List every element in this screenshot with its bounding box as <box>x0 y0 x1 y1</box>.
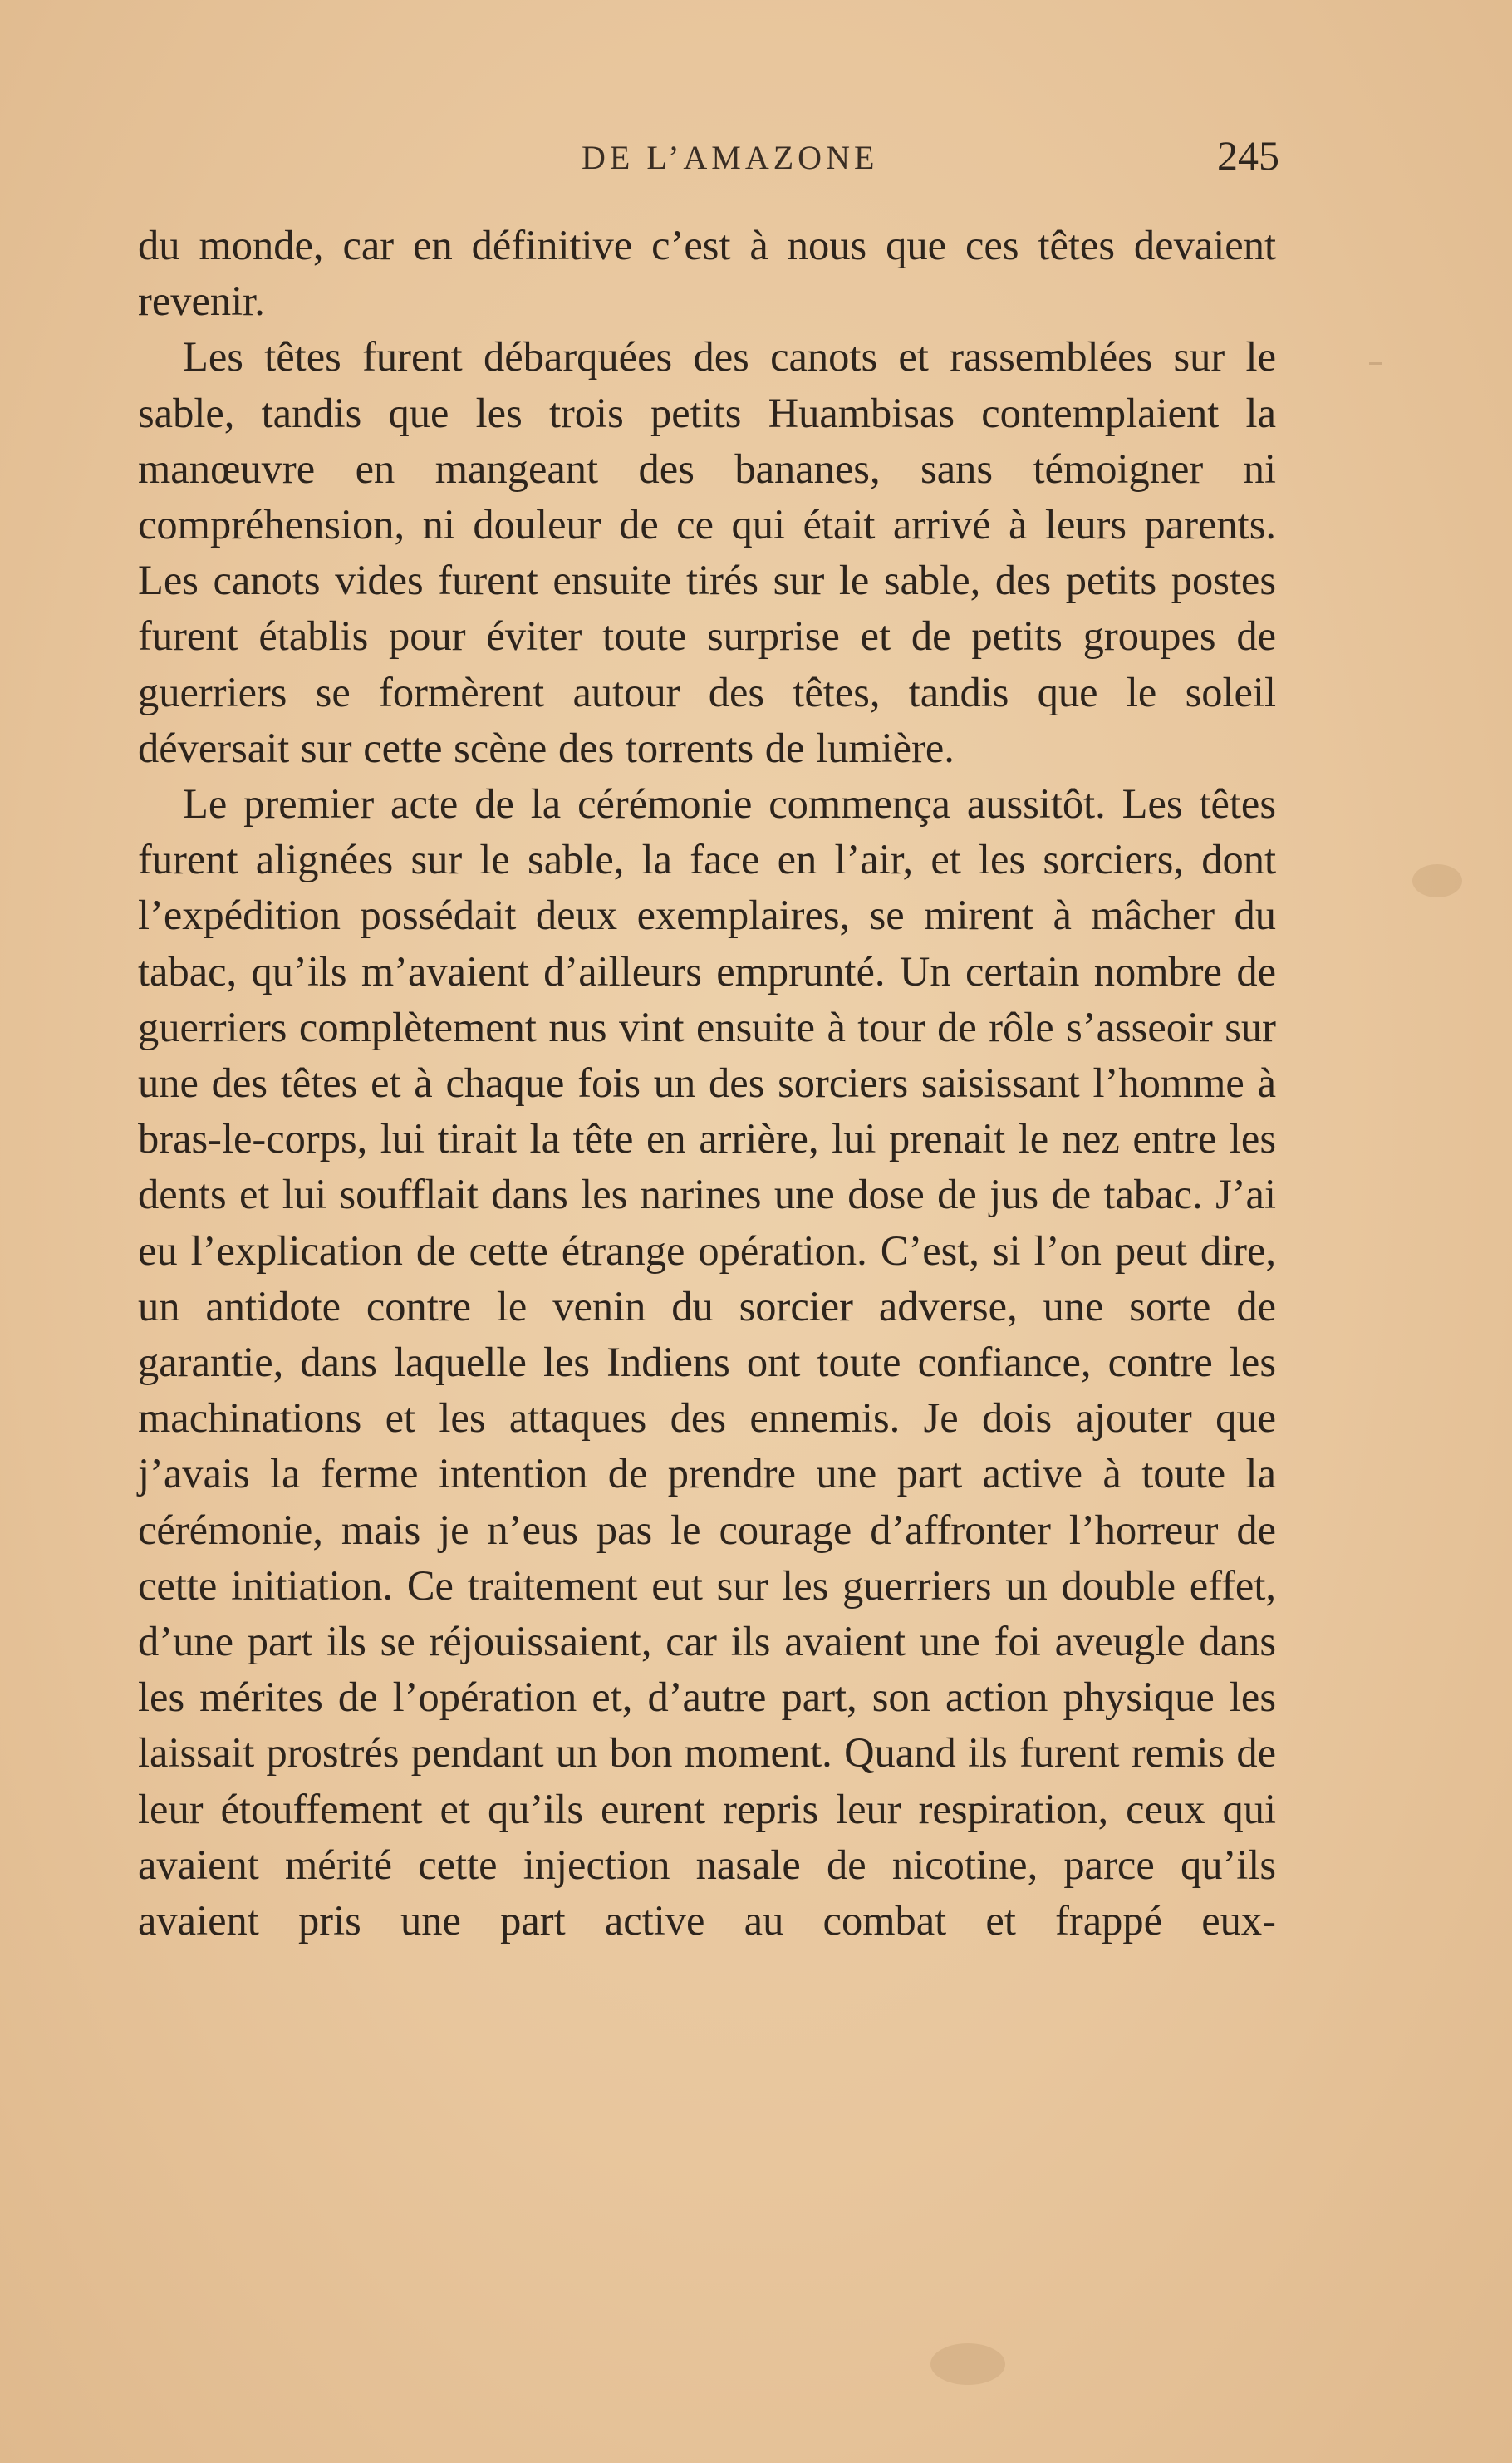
paragraph-continuation: du monde, car en définitive c’est à nous que ces têtes devaient revenir. <box>138 222 1276 325</box>
paragraph: Le premier acte de la cérémonie commença aussitôt. Les têtes furent alignées sur le sable, la face en l’air, et les sorciers, dont l’expédition possédait deux exemplaires, se mirent à mâcher du tabac, qu’ils m’avaient d’ailleurs emprunté. Un certain nombre de guerriers complètement nus vint ensuite à tour de rôle s’asseoir sur une des têtes et à chaque fois un des sorciers saisissant l’homme à bras-le-corps, lui tirait la tête en arrière, lui prenait le nez entre les dents et lui soufflait dans les narines une dose de jus de tabac. J’ai eu l’explication de cette étrange opération. C’est, si l’on peut dire, un antidote contre le venin du sorcier adverse, une sorte de garantie, dans laquelle les Indiens ont toute confiance, contre les machinations et les attaques des ennemis. Je dois ajouter que j’avais la ferme intention de prendre une part active à toute la cérémonie, mais je n’eus pas le courage d’affronter l’horreur de cette initiation. Ce traitement eut sur les guerriers un double effet, d’une part ils se réjouissaient, car ils avaient une foi aveugle dans les mérites de l’opération et, d’autre part, son action physique les laissait prostrés pendant un bon moment. Quand ils furent remis de leur étouffement et qu’ils eurent repris leur respiration, ceux qui avaient mérité cette injection nasale de nicotine, parce qu’ils avaient pris une part active au combat et frappé eux- <box>138 780 1276 1944</box>
margin-dash-mark <box>1369 362 1382 365</box>
running-title: DE L’AMAZONE <box>582 139 879 176</box>
paragraph: Les têtes furent débarquées des canots et rassemblées sur le sable, tandis que les trois petits Huambisas contemplaient la manœuvre en mangeant des bananes, sans témoigner ni compréhension, ni douleur de ce qui était arrivé à leurs parents. Les canots vides furent ensuite tirés sur le sable, des petits postes furent établis pour éviter toute surprise et de petits groupes de guerriers se formèrent autour des têtes, tandis que le soleil déversait sur cette scène des torrents de lumière. <box>138 333 1276 771</box>
page-number: 245 <box>1217 132 1279 179</box>
paper-stain <box>1412 864 1462 897</box>
paper-stain <box>930 2343 1005 2385</box>
body-text <box>138 218 1276 1949</box>
page-header <box>582 131 1279 189</box>
